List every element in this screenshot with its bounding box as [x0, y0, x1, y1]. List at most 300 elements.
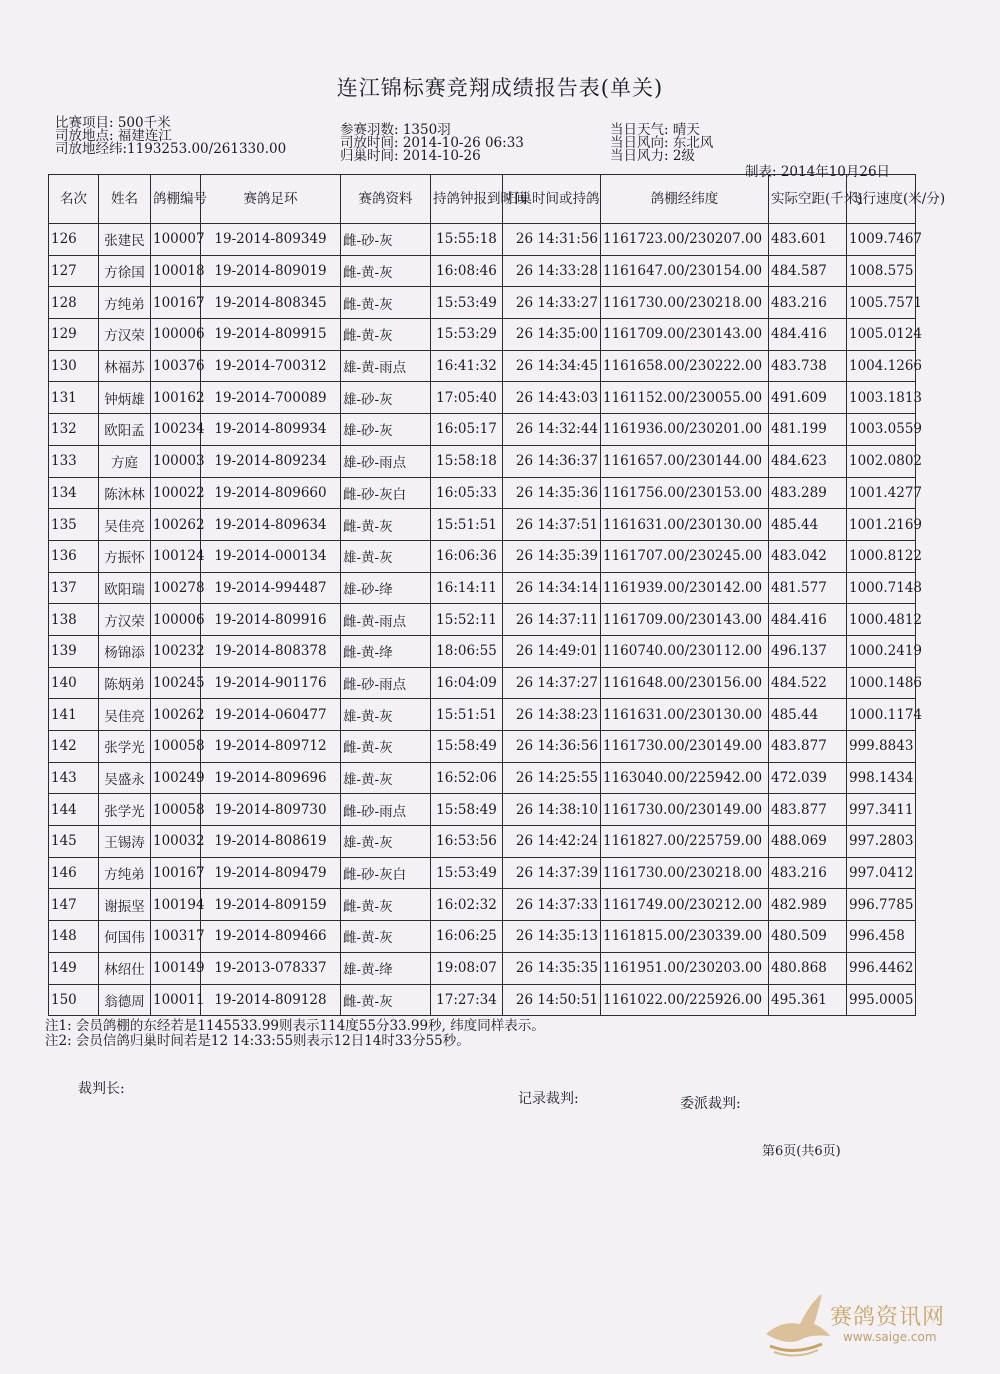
- cell-distance: 484.623: [769, 445, 847, 477]
- cell-bird-info: 雌-黄-灰: [341, 731, 431, 763]
- cell-return-time: 26 14:37:27: [503, 667, 601, 699]
- cell-bird-info: 雌-砂-灰白: [341, 477, 431, 509]
- cell-loft: 100006: [151, 604, 201, 636]
- header-speed: 飞行速度(米/分): [847, 175, 916, 224]
- cell-loft: 100003: [151, 445, 201, 477]
- cell-ring: 19-2014-809128: [201, 984, 341, 1016]
- cell-name: 方徐国: [99, 255, 151, 287]
- cell-name: 方纯弟: [99, 287, 151, 319]
- cell-name: 谢振坚: [99, 889, 151, 921]
- cell-return-time: 26 14:42:24: [503, 826, 601, 858]
- cell-rank: 129: [49, 319, 99, 351]
- cell-name: 吴盛永: [99, 762, 151, 794]
- meta-entries: 参赛羽数: 1350羽: [340, 122, 451, 138]
- cell-rank: 139: [49, 635, 99, 667]
- cell-loft: 100262: [151, 699, 201, 731]
- cell-clock-time: 15:55:18: [431, 224, 503, 256]
- cell-ring: 19-2014-809696: [201, 762, 341, 794]
- cell-name: 何国伟: [99, 921, 151, 953]
- cell-name: 吴佳亮: [99, 509, 151, 541]
- cell-return-time: 26 14:36:37: [503, 445, 601, 477]
- cell-loft: 100006: [151, 319, 201, 351]
- cell-distance: 483.877: [769, 731, 847, 763]
- cell-clock-time: 15:58:49: [431, 731, 503, 763]
- cell-return-time: 26 14:25:55: [503, 762, 601, 794]
- header-distance: 实际空距(千米): [769, 175, 847, 224]
- cell-loft: 100249: [151, 762, 201, 794]
- cell-distance: 483.216: [769, 857, 847, 889]
- meta-wind-force: 当日风力: 2级: [610, 148, 695, 164]
- cell-ring: 19-2014-700312: [201, 350, 341, 382]
- cell-clock-time: 16:53:56: [431, 826, 503, 858]
- site-watermark: [760, 1290, 960, 1360]
- cell-distance: 484.416: [769, 604, 847, 636]
- cell-speed: 1009.7467: [847, 224, 916, 256]
- cell-loft: 100124: [151, 540, 201, 572]
- cell-coordinates: 1161658.00/230222.00: [601, 350, 769, 382]
- cell-ring: 19-2013-078337: [201, 952, 341, 984]
- cell-name: 欧阳瑞: [99, 572, 151, 604]
- cell-coordinates: 1161648.00/230156.00: [601, 667, 769, 699]
- cell-return-time: 26 14:37:33: [503, 889, 601, 921]
- meta-return-time: 归巢时间: 2014-10-26: [340, 148, 481, 164]
- cell-ring: 19-2014-809019: [201, 255, 341, 287]
- cell-speed: 996.458: [847, 921, 916, 953]
- cell-distance: 482.989: [769, 889, 847, 921]
- table-row: [49, 984, 916, 1016]
- cell-return-time: 26 14:35:36: [503, 477, 601, 509]
- cell-distance: 484.587: [769, 255, 847, 287]
- cell-return-time: 26 14:38:10: [503, 794, 601, 826]
- cell-distance: 480.509: [769, 921, 847, 953]
- cell-ring: 19-2014-809916: [201, 604, 341, 636]
- cell-rank: 131: [49, 382, 99, 414]
- cell-coordinates: 1161152.00/230055.00: [601, 382, 769, 414]
- cell-ring: 19-2014-809349: [201, 224, 341, 256]
- table-row: [49, 635, 916, 667]
- cell-speed: 1003.1813: [847, 382, 916, 414]
- cell-clock-time: 15:58:18: [431, 445, 503, 477]
- meta-made-by: 制表: 2014年10月26日: [745, 164, 891, 180]
- cell-clock-time: 17:27:34: [431, 984, 503, 1016]
- cell-bird-info: 雄-黄-灰: [341, 762, 431, 794]
- table-row: [49, 540, 916, 572]
- cell-coordinates: 1161815.00/230339.00: [601, 921, 769, 953]
- cell-loft: 100262: [151, 509, 201, 541]
- cell-return-time: 26 14:33:28: [503, 255, 601, 287]
- cell-coordinates: 1161709.00/230143.00: [601, 319, 769, 351]
- cell-speed: 1001.2169: [847, 509, 916, 541]
- cell-name: 林绍仕: [99, 952, 151, 984]
- cell-speed: 1005.7571: [847, 287, 916, 319]
- cell-distance: 484.522: [769, 667, 847, 699]
- cell-speed: 999.8843: [847, 731, 916, 763]
- cell-loft: 100245: [151, 667, 201, 699]
- table-row: [49, 699, 916, 731]
- cell-coordinates: 1161756.00/230153.00: [601, 477, 769, 509]
- table-row: [49, 604, 916, 636]
- cell-rank: 150: [49, 984, 99, 1016]
- cell-bird-info: 雄-黄-绛: [341, 952, 431, 984]
- cell-name: 王锡涛: [99, 826, 151, 858]
- cell-clock-time: 19:08:07: [431, 952, 503, 984]
- cell-ring: 19-2014-809634: [201, 509, 341, 541]
- cell-bird-info: 雌-黄-雨点: [341, 604, 431, 636]
- cell-rank: 148: [49, 921, 99, 953]
- cell-ring: 19-2014-809234: [201, 445, 341, 477]
- table-row: [49, 921, 916, 953]
- signature-chief-judge: 裁判长:: [78, 1081, 125, 1097]
- cell-bird-info: 雌-黄-灰: [341, 509, 431, 541]
- cell-distance: 483.601: [769, 224, 847, 256]
- cell-rank: 135: [49, 509, 99, 541]
- cell-distance: 483.289: [769, 477, 847, 509]
- cell-clock-time: 15:53:49: [431, 287, 503, 319]
- cell-rank: 143: [49, 762, 99, 794]
- cell-loft: 100058: [151, 794, 201, 826]
- table-row: [49, 731, 916, 763]
- cell-rank: 138: [49, 604, 99, 636]
- cell-speed: 1000.2419: [847, 635, 916, 667]
- cell-return-time: 26 14:32:44: [503, 414, 601, 446]
- meta-wind-direction: 当日风向: 东北风: [610, 135, 714, 151]
- cell-name: 钟炳雄: [99, 382, 151, 414]
- cell-clock-time: 16:05:17: [431, 414, 503, 446]
- signature-assigned-judge: 委派裁判:: [680, 1096, 741, 1112]
- cell-clock-time: 15:51:51: [431, 509, 503, 541]
- cell-loft: 100232: [151, 635, 201, 667]
- cell-loft: 100167: [151, 287, 201, 319]
- header-clock-time: 持鸽钟报到时间: [431, 175, 503, 224]
- cell-name: 张建民: [99, 224, 151, 256]
- cell-coordinates: 1161723.00/230207.00: [601, 224, 769, 256]
- cell-ring: 19-2014-809479: [201, 857, 341, 889]
- cell-bird-info: 雌-黄-灰: [341, 287, 431, 319]
- cell-distance: 496.137: [769, 635, 847, 667]
- cell-distance: 485.44: [769, 699, 847, 731]
- table-row: [49, 382, 916, 414]
- cell-loft: 100018: [151, 255, 201, 287]
- cell-rank: 133: [49, 445, 99, 477]
- header-loft: 鸽棚编号: [151, 175, 201, 224]
- cell-loft: 100376: [151, 350, 201, 382]
- cell-clock-time: 15:53:29: [431, 319, 503, 351]
- table-row: [49, 762, 916, 794]
- cell-distance: 481.577: [769, 572, 847, 604]
- cell-ring: 19-2014-994487: [201, 572, 341, 604]
- report-title: 连江锦标赛竞翔成绩报告表(单关): [336, 76, 664, 100]
- cell-ring: 19-2014-901176: [201, 667, 341, 699]
- meta-release-time: 司放时间: 2014-10-26 06:33: [340, 135, 524, 151]
- cell-coordinates: 1161631.00/230130.00: [601, 509, 769, 541]
- cell-ring: 19-2014-809934: [201, 414, 341, 446]
- cell-return-time: 26 14:49:01: [503, 635, 601, 667]
- cell-rank: 134: [49, 477, 99, 509]
- cell-speed: 1000.1174: [847, 699, 916, 731]
- cell-clock-time: 18:06:55: [431, 635, 503, 667]
- cell-clock-time: 16:41:32: [431, 350, 503, 382]
- cell-clock-time: 16:08:46: [431, 255, 503, 287]
- cell-name: 陈沐林: [99, 477, 151, 509]
- cell-return-time: 26 14:50:51: [503, 984, 601, 1016]
- cell-return-time: 26 14:31:56: [503, 224, 601, 256]
- cell-bird-info: 雄-黄-灰: [341, 540, 431, 572]
- table-row: [49, 350, 916, 382]
- cell-return-time: 26 14:35:00: [503, 319, 601, 351]
- cell-rank: 136: [49, 540, 99, 572]
- cell-distance: 484.416: [769, 319, 847, 351]
- cell-coordinates: 1161936.00/230201.00: [601, 414, 769, 446]
- cell-loft: 100058: [151, 731, 201, 763]
- cell-return-time: 26 14:36:56: [503, 731, 601, 763]
- cell-return-time: 26 14:35:13: [503, 921, 601, 953]
- cell-rank: 141: [49, 699, 99, 731]
- results-table: [48, 174, 946, 1016]
- cell-coordinates: 1161730.00/230149.00: [601, 731, 769, 763]
- cell-distance: 485.44: [769, 509, 847, 541]
- cell-name: 欧阳孟: [99, 414, 151, 446]
- cell-coordinates: 1161631.00/230130.00: [601, 699, 769, 731]
- meta-release-coord: 司放地经纬:1193253.00/261330.00: [55, 141, 287, 157]
- cell-clock-time: 16:02:32: [431, 889, 503, 921]
- table-row: [49, 445, 916, 477]
- table-row: [49, 224, 916, 256]
- cell-loft: 100162: [151, 382, 201, 414]
- note-2: 注2: 会员信鸽归巢时间若是12 14:33:55则表示12日14时33分55秒。: [45, 1033, 470, 1049]
- cell-clock-time: 16:04:09: [431, 667, 503, 699]
- header-name: 姓名: [99, 175, 151, 224]
- cell-coordinates: 1161951.00/230203.00: [601, 952, 769, 984]
- cell-rank: 127: [49, 255, 99, 287]
- table-row: [49, 509, 916, 541]
- cell-clock-time: 16:06:25: [431, 921, 503, 953]
- cell-ring: 19-2014-000134: [201, 540, 341, 572]
- cell-rank: 128: [49, 287, 99, 319]
- cell-clock-time: 15:52:11: [431, 604, 503, 636]
- cell-distance: 480.868: [769, 952, 847, 984]
- table-row: [49, 255, 916, 287]
- cell-ring: 19-2014-060477: [201, 699, 341, 731]
- header-return-time: 归巢时间或持鸽: [503, 175, 601, 224]
- cell-rank: 137: [49, 572, 99, 604]
- cell-clock-time: 15:58:49: [431, 794, 503, 826]
- cell-coordinates: 1163040.00/225942.00: [601, 762, 769, 794]
- cell-speed: 1008.575: [847, 255, 916, 287]
- table-row: [49, 414, 916, 446]
- notes: [45, 1019, 545, 1049]
- cell-loft: 100007: [151, 224, 201, 256]
- cell-distance: 488.069: [769, 826, 847, 858]
- meta-right: [610, 124, 713, 163]
- cell-distance: 483.738: [769, 350, 847, 382]
- meta-release-place: 司放地点: 福建连江: [55, 128, 172, 144]
- header-bird-info: 赛鸽资料: [341, 175, 431, 224]
- cell-speed: 997.2803: [847, 826, 916, 858]
- cell-bird-info: 雌-黄-灰: [341, 255, 431, 287]
- cell-coordinates: 1161707.00/230245.00: [601, 540, 769, 572]
- cell-speed: 1005.0124: [847, 319, 916, 351]
- cell-ring: 19-2014-700089: [201, 382, 341, 414]
- results-body: [49, 224, 923, 1016]
- meta-left: [55, 117, 286, 156]
- cell-return-time: 26 14:37:11: [503, 604, 601, 636]
- table-row: [49, 477, 916, 509]
- cell-name: 方汉荣: [99, 604, 151, 636]
- cell-speed: 1000.4812: [847, 604, 916, 636]
- cell-distance: 495.361: [769, 984, 847, 1016]
- cell-speed: 1003.0559: [847, 414, 916, 446]
- cell-ring: 19-2014-808619: [201, 826, 341, 858]
- cell-rank: 130: [49, 350, 99, 382]
- cell-rank: 142: [49, 731, 99, 763]
- signature-record-judge: 记录裁判:: [518, 1091, 579, 1107]
- table-row: [49, 319, 916, 351]
- note-1: 注1: 会员鸽棚的东经若是1145533.99则表示114度55分33.99秒, 纬度同样表示。: [45, 1018, 545, 1034]
- cell-speed: 997.3411: [847, 794, 916, 826]
- cell-coordinates: 1161827.00/225759.00: [601, 826, 769, 858]
- table-row: [49, 826, 916, 858]
- cell-rank: 132: [49, 414, 99, 446]
- cell-coordinates: 1161709.00/230143.00: [601, 604, 769, 636]
- cell-loft: 100167: [151, 857, 201, 889]
- cell-speed: 1000.1486: [847, 667, 916, 699]
- cell-name: 方汉荣: [99, 319, 151, 351]
- cell-name: 方庭: [99, 445, 151, 477]
- cell-return-time: 26 14:33:27: [503, 287, 601, 319]
- table-row: [49, 889, 916, 921]
- cell-coordinates: 1161657.00/230144.00: [601, 445, 769, 477]
- header-coordinates: 鸽棚经纬度: [601, 175, 769, 224]
- cell-rank: 144: [49, 794, 99, 826]
- cell-clock-time: 16:52:06: [431, 762, 503, 794]
- cell-rank: 147: [49, 889, 99, 921]
- cell-rank: 126: [49, 224, 99, 256]
- cell-speed: 995.0005: [847, 984, 916, 1016]
- table-row: [49, 952, 916, 984]
- cell-name: 方振怀: [99, 540, 151, 572]
- cell-ring: 19-2014-809159: [201, 889, 341, 921]
- cell-return-time: 26 14:35:39: [503, 540, 601, 572]
- cell-loft: 100032: [151, 826, 201, 858]
- cell-return-time: 26 14:37:39: [503, 857, 601, 889]
- cell-speed: 1001.4277: [847, 477, 916, 509]
- watermark-url: www.saige.com: [843, 1330, 937, 1344]
- cell-speed: 998.1434: [847, 762, 916, 794]
- cell-bird-info: 雌-砂-雨点: [341, 794, 431, 826]
- cell-distance: 491.609: [769, 382, 847, 414]
- cell-ring: 19-2014-809915: [201, 319, 341, 351]
- cell-clock-time: 15:53:49: [431, 857, 503, 889]
- cell-bird-info: 雄-砂-雨点: [341, 445, 431, 477]
- cell-bird-info: 雌-黄-绛: [341, 635, 431, 667]
- cell-speed: 1002.0802: [847, 445, 916, 477]
- cell-bird-info: 雄-砂-灰: [341, 382, 431, 414]
- cell-clock-time: 16:05:33: [431, 477, 503, 509]
- cell-bird-info: 雄-砂-绛: [341, 572, 431, 604]
- table-row: [49, 667, 916, 699]
- cell-clock-time: 17:05:40: [431, 382, 503, 414]
- cell-coordinates: 1161730.00/230218.00: [601, 287, 769, 319]
- pigeon-logo-icon: [760, 1290, 832, 1360]
- cell-name: 张学光: [99, 794, 151, 826]
- cell-distance: 481.199: [769, 414, 847, 446]
- cell-coordinates: 1161730.00/230218.00: [601, 857, 769, 889]
- cell-coordinates: 1161730.00/230149.00: [601, 794, 769, 826]
- cell-name: 吴佳亮: [99, 699, 151, 731]
- cell-bird-info: 雄-黄-灰: [341, 826, 431, 858]
- cell-loft: 100194: [151, 889, 201, 921]
- cell-loft: 100149: [151, 952, 201, 984]
- cell-clock-time: 15:51:51: [431, 699, 503, 731]
- watermark-text: 赛鸽资讯网: [830, 1305, 946, 1330]
- table-row: [49, 857, 916, 889]
- header-ring: 赛鸽足环: [201, 175, 341, 224]
- cell-name: 张学光: [99, 731, 151, 763]
- cell-speed: 1000.8122: [847, 540, 916, 572]
- cell-bird-info: 雄-黄-灰: [341, 699, 431, 731]
- cell-loft: 100317: [151, 921, 201, 953]
- cell-return-time: 26 14:34:14: [503, 572, 601, 604]
- header-rank: 名次: [49, 175, 99, 224]
- cell-coordinates: 1161939.00/230142.00: [601, 572, 769, 604]
- cell-return-time: 26 14:37:51: [503, 509, 601, 541]
- cell-rank: 145: [49, 826, 99, 858]
- table-row: [49, 572, 916, 604]
- cell-bird-info: 雌-砂-灰: [341, 224, 431, 256]
- meta-event: 比赛项目: 500千米: [55, 115, 171, 131]
- cell-speed: 997.0412: [847, 857, 916, 889]
- cell-return-time: 26 14:35:35: [503, 952, 601, 984]
- table-header-row: [49, 175, 916, 224]
- cell-coordinates: 1160740.00/230112.00: [601, 635, 769, 667]
- table-row: [49, 287, 916, 319]
- cell-bird-info: 雌-砂-灰白: [341, 857, 431, 889]
- cell-ring: 19-2014-809466: [201, 921, 341, 953]
- cell-ring: 19-2014-809712: [201, 731, 341, 763]
- cell-rank: 149: [49, 952, 99, 984]
- cell-distance: 483.877: [769, 794, 847, 826]
- table-row: [49, 794, 916, 826]
- cell-loft: 100278: [151, 572, 201, 604]
- cell-speed: 1004.1266: [847, 350, 916, 382]
- cell-name: 翁德周: [99, 984, 151, 1016]
- cell-loft: 100011: [151, 984, 201, 1016]
- cell-loft: 100022: [151, 477, 201, 509]
- cell-speed: 996.4462: [847, 952, 916, 984]
- cell-bird-info: 雄-黄-雨点: [341, 350, 431, 382]
- cell-coordinates: 1161022.00/225926.00: [601, 984, 769, 1016]
- cell-name: 方纯弟: [99, 857, 151, 889]
- page-number: 第6页(共6页): [762, 1144, 841, 1159]
- cell-coordinates: 1161749.00/230212.00: [601, 889, 769, 921]
- cell-distance: 483.216: [769, 287, 847, 319]
- cell-name: 林福苏: [99, 350, 151, 382]
- cell-coordinates: 1161647.00/230154.00: [601, 255, 769, 287]
- cell-rank: 146: [49, 857, 99, 889]
- cell-bird-info: 雌-黄-灰: [341, 984, 431, 1016]
- cell-distance: 483.042: [769, 540, 847, 572]
- cell-clock-time: 16:14:11: [431, 572, 503, 604]
- cell-ring: 19-2014-809660: [201, 477, 341, 509]
- cell-return-time: 26 14:38:23: [503, 699, 601, 731]
- cell-loft: 100234: [151, 414, 201, 446]
- meta-middle: [340, 124, 524, 163]
- cell-ring: 19-2014-808378: [201, 635, 341, 667]
- cell-bird-info: 雌-黄-灰: [341, 921, 431, 953]
- cell-return-time: 26 14:34:45: [503, 350, 601, 382]
- cell-return-time: 26 14:43:03: [503, 382, 601, 414]
- cell-ring: 19-2014-808345: [201, 287, 341, 319]
